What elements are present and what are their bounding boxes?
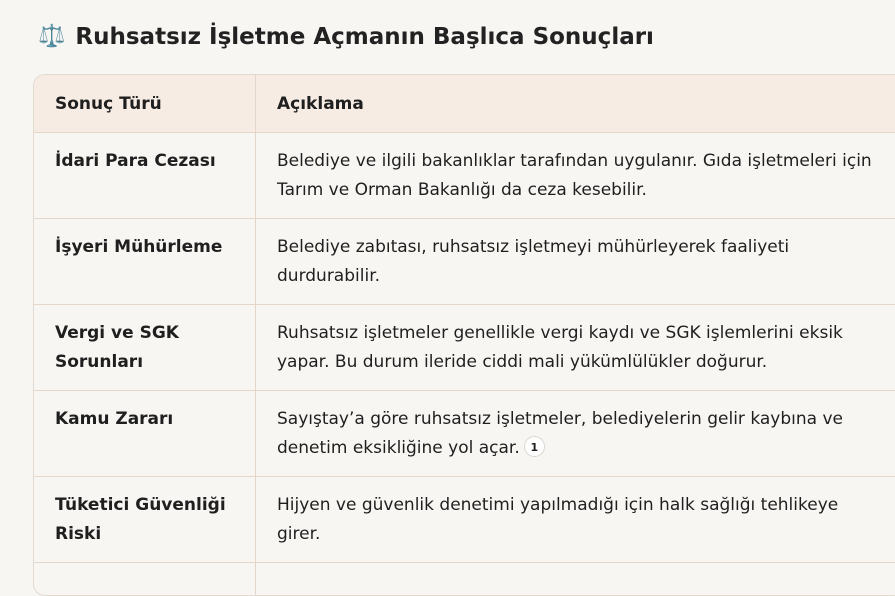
- row-description-cell: Belediye ve ilgili bakanlıklar tarafından uygulanır. Gıda işletmeleri için Tarım ve Orman Bakanlığı da ceza kesebilir.: [256, 133, 895, 219]
- row-description-cell: [256, 563, 895, 596]
- table-row: [34, 391, 895, 477]
- row-type-cell: Tüketici Güvenliği Riski: [34, 477, 256, 563]
- column-header-type: Sonuç Türü: [34, 75, 256, 133]
- row-description-cell: Ruhsatsız işletmeler genellikle vergi kaydı ve SGK işlemlerini eksik yapar. Bu durum ileride ciddi mali yükümlülükler doğurur.: [256, 305, 895, 391]
- consequences-table-container: [33, 74, 895, 596]
- row-type-cell: Vergi ve SGK Sorunları: [34, 305, 256, 391]
- row-type-cell: İdari Para Cezası: [34, 133, 256, 219]
- balance-scale-icon: ⚖️: [38, 26, 65, 48]
- row-type-cell: İşyeri Mühürleme: [34, 219, 256, 305]
- table-row: [34, 133, 895, 219]
- table-row: [34, 563, 895, 596]
- row-description-text: Sayıştay’a göre ruhsatsız işletmeler, belediyelerin gelir kaybına ve denetim eksikliğine yol açar.: [277, 409, 843, 458]
- row-description-cell: Belediye zabıtası, ruhsatsız işletmeyi mühürleyerek faaliyeti durdurabilir.: [256, 219, 895, 305]
- table-row: [34, 305, 895, 391]
- table-row: [34, 219, 895, 305]
- table-header-row: [34, 75, 895, 133]
- page-heading: [38, 24, 654, 50]
- column-header-description: Açıklama: [256, 75, 895, 133]
- row-type-cell: [34, 563, 256, 596]
- consequences-table: [34, 75, 895, 596]
- citation-badge[interactable]: 1: [524, 436, 545, 457]
- row-description-cell: Hijyen ve güvenlik denetimi yapılmadığı için halk sağlığı tehlikeye girer.: [256, 477, 895, 563]
- row-type-cell: Kamu Zararı: [34, 391, 256, 477]
- page-title: Ruhsatsız İşletme Açmanın Başlıca Sonuçları: [75, 24, 654, 50]
- table-row: [34, 477, 895, 563]
- row-description-cell: [256, 391, 895, 477]
